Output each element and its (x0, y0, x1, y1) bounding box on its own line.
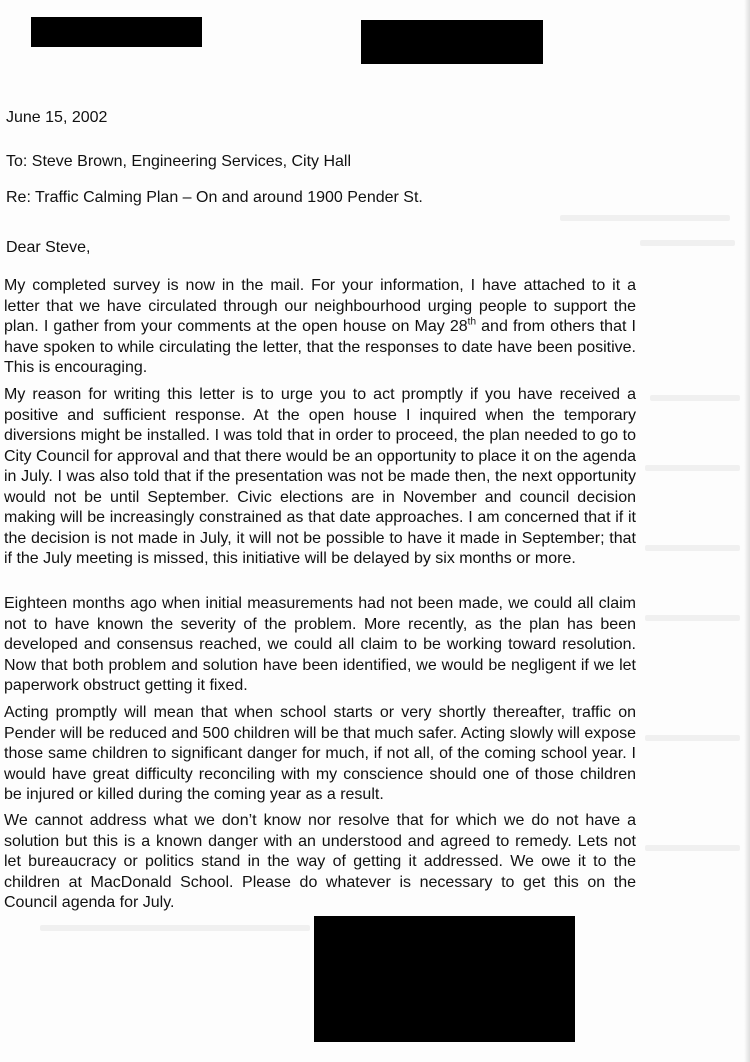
body-paragraph-1 (4, 276, 636, 379)
body-paragraph-2: My reason for writing this letter is to urge you to act promptly if you have received a positive and sufficient response. At the open house I inquired when the temporary diversions might be installed. I was told that in order to proceed, the plan needed to go to City Council for approval and that there would be an opportunity to place it on the agenda in July. I was also told that if the presentation was not be made then, the next opportunity would not be until September. Civic elections are in November and council decision making will be increasingly constrained as that date approaches. I am concerned that if it the decision is not made in July, it will not be possible to have it made in September; that if the July meeting is missed, this initiative will be delayed by six months or more. (4, 386, 636, 567)
paragraph-text: My completed survey is now in the mail. For your information, I have attached to it a letter that we have circulated through our neighbourhood urging people to support the plan. I gather from your comments at the open house on May 28 (4, 277, 636, 335)
ordinal-superscript: th (467, 316, 477, 328)
signature-redaction (314, 916, 575, 1042)
redaction-bar (361, 20, 543, 64)
bleed-through-mark (645, 615, 740, 621)
subject-line: Re: Traffic Calming Plan – On and around 1900 Pender St. (6, 189, 423, 206)
salutation: Dear Steve, (6, 239, 91, 256)
bleed-through-mark (645, 545, 740, 551)
paragraph-text: and from others that I have spoken to while circulating the letter, that the responses to date have been positive. This is encouraging. (4, 318, 636, 376)
bleed-through-mark (640, 240, 735, 246)
bleed-through-mark (645, 845, 740, 851)
page-edge-shadow (744, 0, 750, 1062)
body-paragraph-3: Eighteen months ago when initial measurements had not been made, we could all claim not to have known the severity of the problem. More recently, as the plan has been developed and consensus reached, we could all claim to be working toward resolution. Now that both problem and solution have been identified, we would be negligent if we let paperwork obstruct getting it fixed. (4, 595, 636, 694)
bleed-through-mark (560, 215, 730, 221)
letter-date: June 15, 2002 (6, 109, 108, 126)
body-paragraph-4: Acting promptly will mean that when school starts or very shortly thereafter, traffic on Pender will be reduced and 500 children will be that much safer. Acting slowly will expose those same children to significant danger for much, if not all, of the coming school year. I would have great difficulty reconciling with my conscience should one of those children be injured or killed during the coming year as a result. (4, 704, 636, 803)
bleed-through-mark (40, 925, 310, 931)
bleed-through-mark (645, 465, 740, 471)
bleed-through-mark (650, 395, 740, 401)
redaction-bar (31, 17, 202, 47)
recipient-line: To: Steve Brown, Engineering Services, City Hall (6, 153, 352, 170)
bleed-through-mark (645, 735, 740, 741)
body-paragraph-5: We cannot address what we don’t know nor resolve that for which we do not have a solution but this is a known danger with an understood and agreed to remedy. Lets not let bureaucracy or politics stand in the way of getting it addressed. We owe it to the children at MacDonald School. Please do whatever is necessary to get this on the Council agenda for July. (4, 812, 636, 911)
